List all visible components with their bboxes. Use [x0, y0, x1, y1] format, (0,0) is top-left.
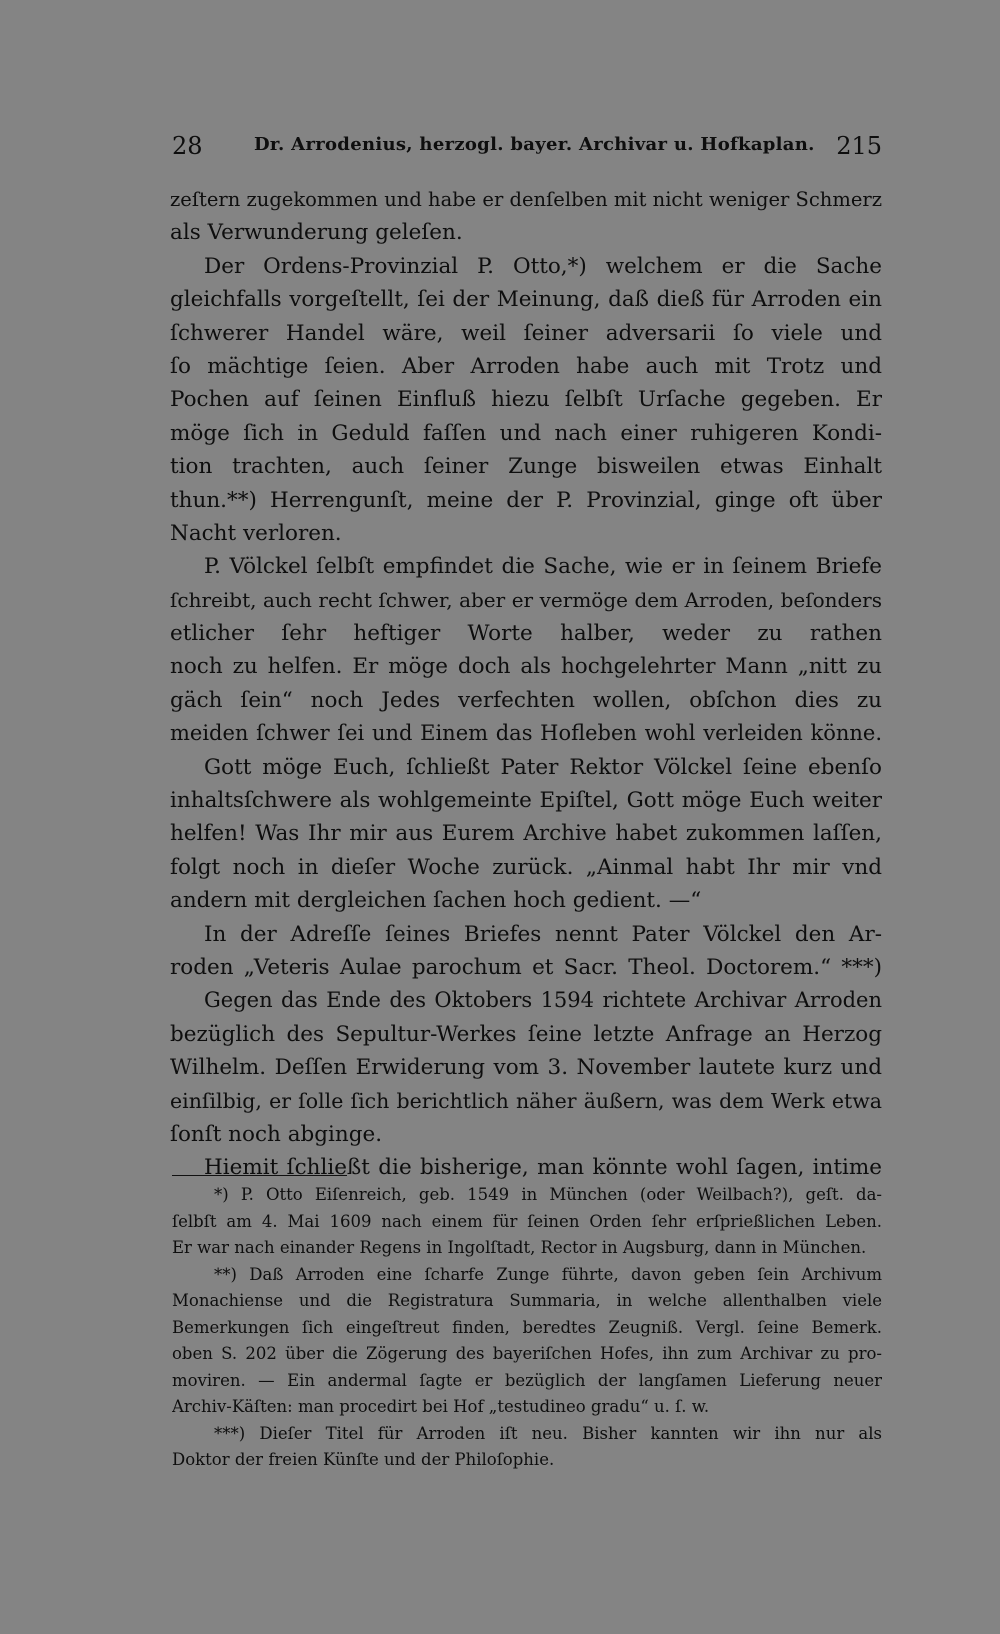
- body-line: andern mit dergleichen ſachen hoch gedient. —“: [170, 888, 702, 914]
- footnote-line: oben S. 202 über die Zögerung des bayeriſchen Hofes, ihn zum Archivar zu pro-: [172, 1344, 882, 1363]
- body-line: Pochen auf ſeinen Einfluß hiezu ſelbſt Urſache gegeben. Er: [170, 387, 882, 413]
- footnote-line: moviren. — Ein andermal ſagte er bezüglich der langſamen Lieferung neuer: [172, 1370, 882, 1390]
- page-header: [172, 128, 882, 168]
- footnote-line: Er war nach einander Regens in Ingolſtadt, Rector in Augsburg, dann in München.: [172, 1238, 867, 1257]
- footnote-line: Doktor der freien Künſte und der Philoſophie.: [172, 1450, 555, 1469]
- running-title: Dr. Arrodenius, herzogl. bayer. Archivar u. Hofkaplan.: [254, 134, 815, 155]
- footnote-line: Bemerkungen ſich eingeſtreut finden, beredtes Zeugniß. Vergl. ſeine Bemerk.: [172, 1317, 882, 1337]
- body-line: P. Völckel ſelbſt empfindet die Sache, wie er in ſeinem Briefe: [204, 554, 882, 580]
- body-line: bezüglich des Sepultur-Werkes ſeine letzte Anfrage an Herzog: [170, 1021, 882, 1047]
- body-line: ſo mächtige ſeien. Aber Arroden habe auch mit Trotz und: [170, 353, 882, 379]
- footnote-line: Monachiense und die Registratura Summaria, in welche allenthalben viele: [172, 1291, 882, 1310]
- body-line: Nacht verloren.: [170, 520, 342, 546]
- body-line: einſilbig, er ſolle ſich berichtlich näher äußern, was dem Werk etwa: [170, 1088, 882, 1113]
- footnotes: [172, 1182, 882, 1474]
- body-line: Gegen das Ende des Oktobers 1594 richtete Archivar Arroden: [204, 988, 882, 1013]
- footnote-line: **) Daß Arroden eine ſcharfe Zunge führte, davon geben ſein Archivum: [214, 1264, 882, 1284]
- body-line: helfen! Was Ihr mir aus Eurem Archive habet zukommen laſſen,: [170, 821, 882, 847]
- footnote-line: ſelbſt am 4. Mai 1609 nach einem für ſeinen Orden ſehr erſprießlichen Leben.: [172, 1211, 882, 1231]
- body-line: gleichfalls vorgeſtellt, ſei der Meinung, daß dieß für Arroden ein: [170, 287, 882, 313]
- footnote-divider: [172, 1175, 347, 1176]
- body-line: gäch ſein“ noch Jedes verfechten wollen, obſchon dies zu: [170, 687, 882, 713]
- page-number-right: 215: [836, 132, 882, 160]
- body-line: etlicher ſehr heftiger Worte halber, weder zu rathen: [170, 621, 882, 647]
- body-line: In der Adreſſe ſeines Briefes nennt Pater Völckel den Ar-: [204, 921, 882, 947]
- body-line: thun.**) Herrengunſt, meine der P. Provinzial, ginge oft über: [170, 487, 882, 513]
- body-line: tion trachten, auch ſeiner Zunge bisweilen etwas Einhalt: [170, 454, 882, 480]
- body-line: inhaltsſchwere als wohlgemeinte Epiſtel, Gott möge Euch weiter: [170, 788, 882, 814]
- body-line: Der Ordens-Provinzial P. Otto,*) welchem er die Sache: [204, 253, 882, 279]
- page-number-left: 28: [172, 132, 203, 160]
- body-line: noch zu helfen. Er möge doch als hochgelehrter Mann „nitt zu: [170, 654, 882, 680]
- body-line: zeſtern zugekommen und habe er denſelben mit nicht weniger Schmerz: [170, 188, 882, 211]
- body-line: Hiemit ſchließt die bisherige, man könnte wohl ſagen, intime: [204, 1155, 882, 1181]
- body-line: ſchreibt, auch recht ſchwer, aber er vermöge dem Arroden, beſonders: [170, 587, 882, 612]
- body-line: folgt noch in dieſer Woche zurück. „Ainmal habt Ihr mir vnd: [170, 854, 882, 880]
- body-line: ſchwerer Handel wäre, weil ſeiner adversarii ſo viele und: [170, 320, 882, 346]
- footnote-line: *) P. Otto Eiſenreich, geb. 1549 in München (oder Weilbach?), geſt. da-: [214, 1185, 882, 1204]
- body-line: Gott möge Euch, ſchließt Pater Rektor Völckel ſeine ebenſo: [204, 754, 882, 780]
- footnote-line: Archiv-Käſten: man procedirt bei Hof „testudineo gradu“ u. ſ. w.: [172, 1397, 710, 1416]
- body-text: [170, 183, 882, 1185]
- body-line: ſonſt noch abginge.: [170, 1121, 383, 1147]
- body-line: meiden ſchwer ſei und Einem das Hofleben wohl verleiden könne.: [170, 721, 882, 746]
- footnote-line: ***) Dieſer Titel für Arroden iſt neu. Bisher kannten wir ihn nur als: [214, 1423, 882, 1443]
- body-line: möge ſich in Geduld faſſen und nach einer ruhigeren Kondi-: [170, 420, 882, 446]
- body-line: als Verwunderung geleſen.: [170, 220, 463, 246]
- body-line: roden „Veteris Aulae parochum et Sacr. Theol. Doctorem.“ ***): [170, 954, 882, 980]
- body-line: Wilhelm. Deſſen Erwiderung vom 3. November lautete kurz und: [170, 1055, 882, 1081]
